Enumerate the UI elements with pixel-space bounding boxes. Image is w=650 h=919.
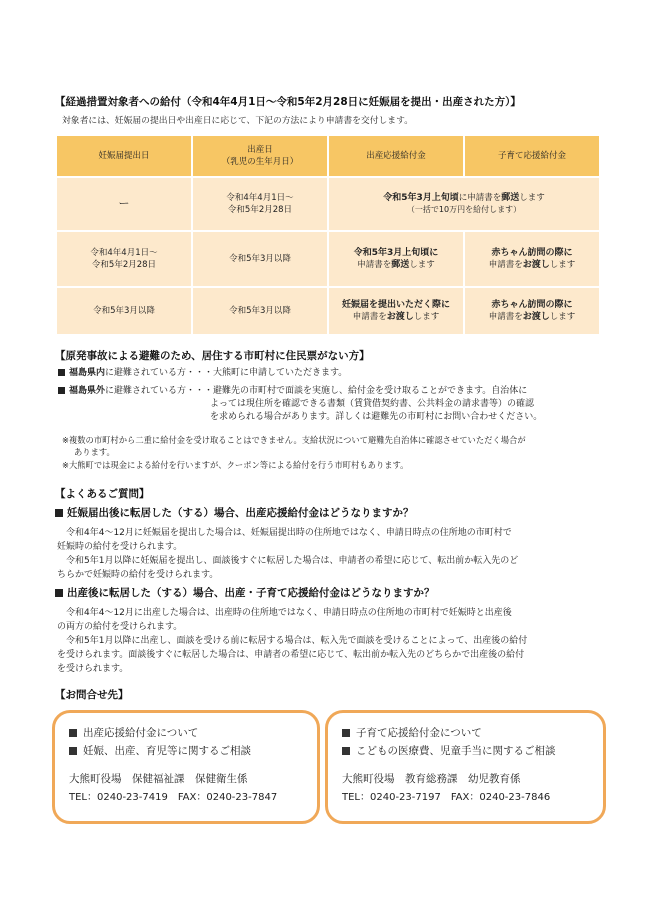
note-cash-payment: ※大熊町では現金による給付を行いますが、クーポン等による給付を行う市町村もあります。 bbox=[62, 460, 409, 470]
header-pregnancy-date: 妊娠届提出日 bbox=[56, 135, 192, 177]
contact-office: 大熊町役場 教育総務課 幼児教育係 bbox=[342, 773, 521, 785]
evacuee-bullet-outside-cont: よっては現住所を確認できる書類（賃貸借契約書、公共料金の請求書等）の確認 bbox=[210, 399, 535, 409]
table-cell: 令和5年3月以降 bbox=[192, 231, 328, 287]
contact-box-health bbox=[52, 710, 320, 824]
table-cell: 赤ちゃん訪問の際に 申請書をお渡しします bbox=[464, 287, 600, 335]
evacuee-bullet-outside-cont: を求められる場合があります。詳しくは避難先の市町村にお問い合わせください。 bbox=[210, 412, 543, 422]
bullet-square-icon bbox=[55, 509, 63, 517]
table-cell-merged: 令和5年3月上旬頃に申請書を郵送します （一括で10万円を給付します） bbox=[328, 177, 600, 231]
faq-answer-1-p2: 令和5年1月以降に妊娠届を提出し、面談後すぐに転居した場合は、申請者の希望に応じて、転出前か転入先のど bbox=[66, 556, 519, 566]
bullet-square-icon bbox=[69, 729, 77, 737]
section-title-transitional-benefits: 【経過措置対象者への給付（令和4年4月1日～令和5年2月28日に妊娠届を提出・出産された方）】 bbox=[55, 96, 521, 108]
contact-item: 出産応援給付金について bbox=[69, 725, 198, 741]
contact-phone: TEL：0240-23-7419 FAX：0240-23-7847 bbox=[69, 792, 278, 803]
faq-answer-2-p2-cont: を受けられます。 bbox=[57, 664, 129, 674]
faq-question-2: 出産後に転居した（する）場合、出産・子育て応援給付金はどうなりますか？ bbox=[55, 585, 435, 600]
table-row bbox=[56, 287, 600, 335]
faq-answer-1-p1-cont: 妊娠時の給付を受けられます。 bbox=[57, 542, 183, 552]
contact-item: こどもの医療費、児童手当に関するご相談 bbox=[342, 743, 556, 759]
faq-answer-2-p2-cont: を受けられます。面談後すぐに転居した場合は、申請者の希望に応じて、転出前か転入先のどちらかで出産後の給付 bbox=[57, 650, 525, 660]
table-cell: 令和5年3月以降 bbox=[192, 287, 328, 335]
faq-answer-1-p1: 令和4年4～12月に妊娠届を提出した場合は、妊娠届提出時の住所地ではなく、申請日時点の住所地の市町村で bbox=[66, 528, 512, 538]
bullet-square-icon bbox=[69, 747, 77, 755]
bullet-square-icon bbox=[58, 387, 65, 394]
bullet-square-icon bbox=[58, 369, 65, 376]
contact-box-education bbox=[325, 710, 606, 824]
note-double-payment: ※複数の市町村から二重に給付金を受け取ることはできません。支給状況について避難先自治体に確認させていただく場合が bbox=[62, 435, 526, 445]
faq-question-1: 妊娠届出後に転居した（する）場合、出産応援給付金はどうなりますか？ bbox=[55, 505, 414, 520]
benefits-table bbox=[55, 134, 601, 336]
bullet-square-icon bbox=[342, 747, 350, 755]
section-title-evacuees: 【原発事故による避難のため、居住する市町村に住民票がない方】 bbox=[55, 350, 370, 362]
faq-answer-2-p1: 令和4年4～12月に出産した場合は、出産時の住所地ではなく、申請日時点の住所地の市町村で妊娠時と出産後 bbox=[66, 608, 512, 618]
header-birth-support: 出産応援給付金 bbox=[328, 135, 464, 177]
contact-phone: TEL：0240-23-7197 FAX：0240-23-7846 bbox=[342, 792, 551, 803]
evacuee-bullet-inside: 福島県内に避難されている方・・・大熊町に申請していただきます。 bbox=[58, 367, 347, 380]
evacuee-bullet-outside: 福島県外に避難されている方・・・避難先の市町村で面談を実施し、給付金を受け取ることができます。自治体に bbox=[58, 385, 527, 398]
contact-item: 妊娠、出産、育児等に関するご相談 bbox=[69, 743, 251, 759]
faq-answer-2-p1-cont: の両方の給付を受けられます。 bbox=[57, 622, 183, 632]
table-header-row bbox=[56, 135, 600, 177]
table-cell: 妊娠届を提出いただく際に 申請書をお渡しします bbox=[328, 287, 464, 335]
bullet-square-icon bbox=[55, 589, 63, 597]
note-double-payment-cont: あります。 bbox=[74, 447, 115, 457]
table-cell: 令和5年3月以降 bbox=[56, 287, 192, 335]
bullet-square-icon bbox=[342, 729, 350, 737]
table-cell: 赤ちゃん訪問の際に 申請書をお渡しします bbox=[464, 231, 600, 287]
table-cell: 令和5年3月上旬頃に 申請書を郵送します bbox=[328, 231, 464, 287]
table-cell: 令和4年4月1日～ 令和5年2月28日 bbox=[192, 177, 328, 231]
faq-answer-2-p2: 令和5年1月以降に出産し、面談を受ける前に転居する場合は、転入先で面談を受けることによって、出産後の給付 bbox=[66, 636, 528, 646]
table-row bbox=[56, 231, 600, 287]
header-childcare-support: 子育て応援給付金 bbox=[464, 135, 600, 177]
contact-title: 【お問合せ先】 bbox=[55, 689, 129, 701]
contact-office: 大熊町役場 保健福祉課 保健衛生係 bbox=[69, 773, 248, 785]
section-intro: 対象者には、妊娠届の提出日や出産日に応じて、下記の方法により申請書を交付します。 bbox=[62, 116, 413, 126]
header-birth-date: 出産日 （乳児の生年月日） bbox=[192, 135, 328, 177]
table-row bbox=[56, 177, 600, 231]
table-cell: ー bbox=[56, 177, 192, 231]
table-cell: 令和4年4月1日～ 令和5年2月28日 bbox=[56, 231, 192, 287]
contact-item: 子育て応援給付金について bbox=[342, 725, 482, 741]
faq-title: 【よくあるご質問】 bbox=[55, 488, 150, 500]
faq-answer-1-p2-cont: ちらかで妊娠時の給付を受けられます。 bbox=[57, 570, 219, 580]
